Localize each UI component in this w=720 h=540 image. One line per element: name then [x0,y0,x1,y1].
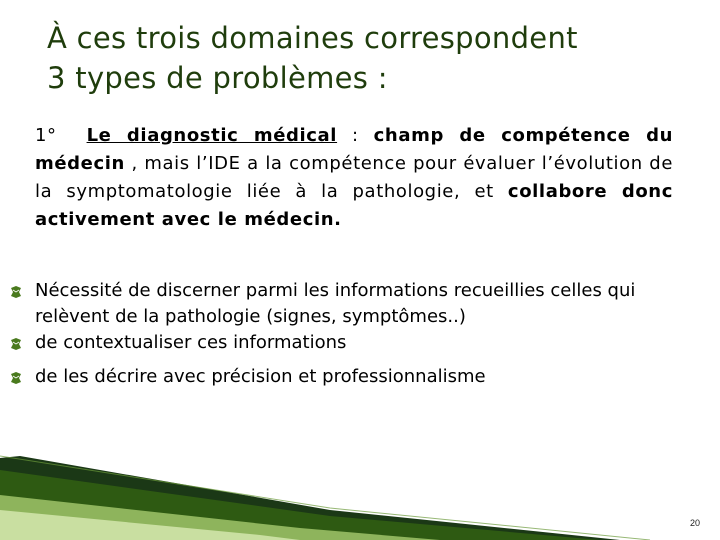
intro-number: 1° [35,125,57,146]
intro-separator: : [337,125,374,146]
list-item [10,364,682,390]
bullet-icon [10,278,24,304]
intro-bold-text-1: champ de compétence du médecin [35,125,673,174]
page-number: 20 [689,518,700,528]
bullet-text: de contextualiser ces informations [35,332,347,353]
slide-title [47,18,687,98]
bullet-text: de les décrire avec précision et professionnalisme [35,366,486,387]
slide-title-line-1: À ces trois domaines correspondent [47,21,578,55]
bullet-icon [10,330,24,356]
intro-normal-text: , mais l’IDE a la compétence pour évaluer l’évolution de la symptomatologie liée à la pathologie, et [35,153,673,202]
bullet-icon [10,364,24,390]
intro-underlined-term: Le diagnostic médical [86,125,338,146]
list-item [10,278,682,330]
bullet-text: Nécessité de discerner parmi les informations recueillies celles qui relèvent de la pathologie (signes, symptômes..) [35,280,636,327]
bullet-list [10,278,682,390]
intro-bold-text-2: collabore donc activement avec le médecin. [35,181,673,230]
list-item [10,330,682,356]
intro-paragraph [35,122,673,234]
decorative-swoosh [0,440,720,540]
slide-title-line-2: 3 types de problèmes : [47,61,388,95]
